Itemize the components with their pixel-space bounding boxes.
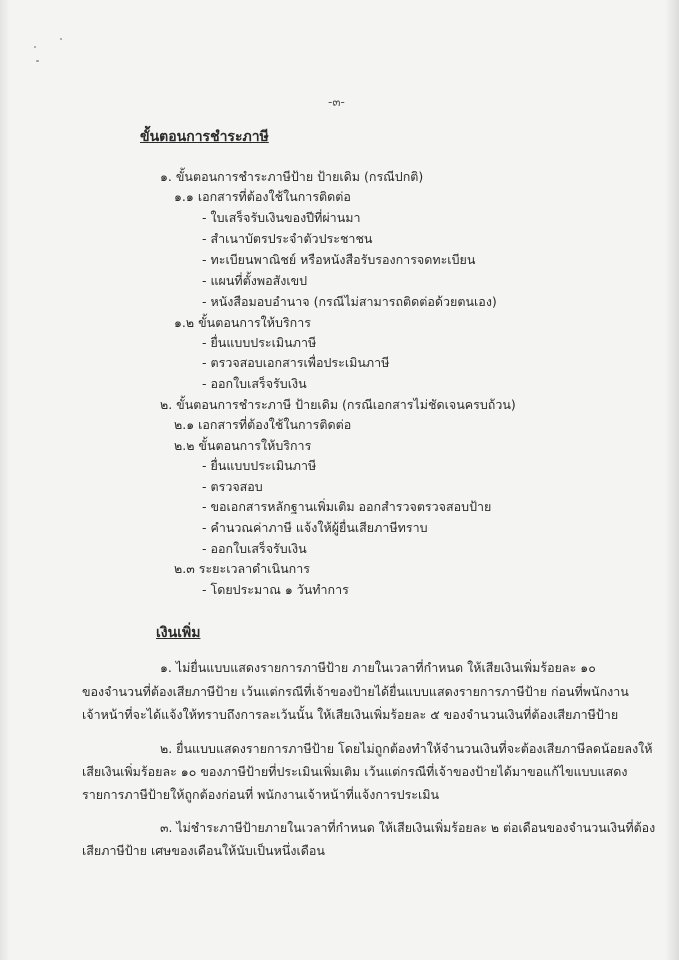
list-item: - แผนที่ตั้งพอสังเขป <box>202 273 308 288</box>
item-1-title: ๑. ขั้นตอนการชำระภาษีป้าย ป้ายเดิม (กรณีปกติ) <box>160 169 424 184</box>
list-item: - ออกใบเสร็จรับเงิน <box>202 541 307 556</box>
list-item: - ยื่นแบบประเมินภาษี <box>202 335 317 350</box>
paragraph-line: เสียเงินเพิ่มร้อยละ ๑๐ ของภาษีป้ายที่ประเมินเพิ่มเติม เว้นแต่กรณีที่เจ้าของป้ายได้มาขอแก้ไขแบบแสดง <box>82 764 628 779</box>
paragraph-line: ๒. ยื่นแบบแสดงรายการภาษีป้าย โดยไม่ถูกต้องทำให้จำนวนเงินที่จะต้องเสียภาษีลดน้อยลงให้ <box>160 741 653 756</box>
item-2-1-title: ๒.๑ เอกสารที่ต้องใช้ในการติดต่อ <box>174 417 352 432</box>
paragraph-line: ๑. ไม่ยื่นแบบแสดงรายการภาษีป้าย ภายในเวลาที่กำหนด ให้เสียเงินเพิ่มร้อยละ ๑๐ <box>160 660 596 675</box>
item-2-3-title: ๒.๓ ระยะเวลาดำเนินการ <box>174 561 310 576</box>
list-item: - ตรวจสอบ <box>202 479 263 494</box>
list-item: - โดยประมาณ ๑ วันทำการ <box>202 582 349 597</box>
scan-edge-right <box>665 0 679 960</box>
list-item: - ขอเอกสารหลักฐานเพิ่มเติม ออกสำรวจตรวจสอบป้าย <box>202 499 492 514</box>
paragraph-line: ๓. ไม่ชำระภาษีป้ายภายในเวลาที่กำหนด ให้เสียเงินเพิ่มร้อยละ ๒ ต่อเดือนของจำนวนเงินที่ต้อง <box>160 820 656 835</box>
list-item: - ใบเสร็จรับเงินของปีที่ผ่านมา <box>202 210 361 225</box>
paragraph-line: เจ้าหน้าที่จะได้แจ้งให้ทราบถึงการละเว้นนั้น ให้เสียเงินเพิ่มร้อยละ ๕ ของจำนวนเงินที่ต้องเสียภาษีป้าย <box>82 707 619 722</box>
scan-speck <box>36 60 39 62</box>
list-item: - ยื่นแบบประเมินภาษี <box>202 458 317 473</box>
scan-speck <box>60 38 62 40</box>
list-item: - สำเนาบัตรประจำตัวประชาชน <box>202 231 373 246</box>
list-item: - ตรวจสอบเอกสารเพื่อประเมินภาษี <box>202 355 390 370</box>
scan-speck <box>34 46 36 48</box>
item-2-2-title: ๒.๒ ขั้นตอนการให้บริการ <box>174 438 312 453</box>
item-1-1-title: ๑.๑ เอกสารที่ต้องใช้ในการติดต่อ <box>174 189 351 204</box>
item-2-title: ๒. ขั้นตอนการชำระภาษี ป้ายเดิม (กรณีเอกสารไม่ชัดเจนครบถ้วน) <box>160 397 516 412</box>
item-1-2-title: ๑.๒ ขั้นตอนการให้บริการ <box>174 315 311 330</box>
paragraph-line: ของจำนวนที่ต้องเสียภาษีป้าย เว้นแต่กรณีที่เจ้าของป้ายได้ยื่นแบบแสดงรายการภาษีป้าย ก่อนที่พนักงาน <box>82 684 629 699</box>
section-heading-payment: ขั้นตอนการชำระภาษี <box>140 129 269 145</box>
list-item: - หนังสือมอบอำนาจ (กรณีไม่สามารถติดต่อด้วยตนเอง) <box>202 294 497 309</box>
list-item: - คำนวณค่าภาษี แจ้งให้ผู้ยื่นเสียภาษีทราบ <box>202 520 428 535</box>
paragraph-line: เสียภาษีป้าย เศษของเดือนให้นับเป็นหนึ่งเดือน <box>82 843 325 858</box>
paragraph-line: รายการภาษีป้ายให้ถูกต้องก่อนที่ พนักงานเจ้าหน้าที่แจ้งการประเมิน <box>82 787 440 802</box>
page-number: -๓- <box>328 95 345 109</box>
section-heading-surcharge: เงินเพิ่ม <box>156 625 201 641</box>
list-item: - ทะเบียนพาณิชย์ หรือหนังสือรับรองการจดทะเบียน <box>202 252 476 267</box>
scan-edge-left <box>0 0 10 960</box>
list-item: - ออกใบเสร็จรับเงิน <box>202 376 307 391</box>
